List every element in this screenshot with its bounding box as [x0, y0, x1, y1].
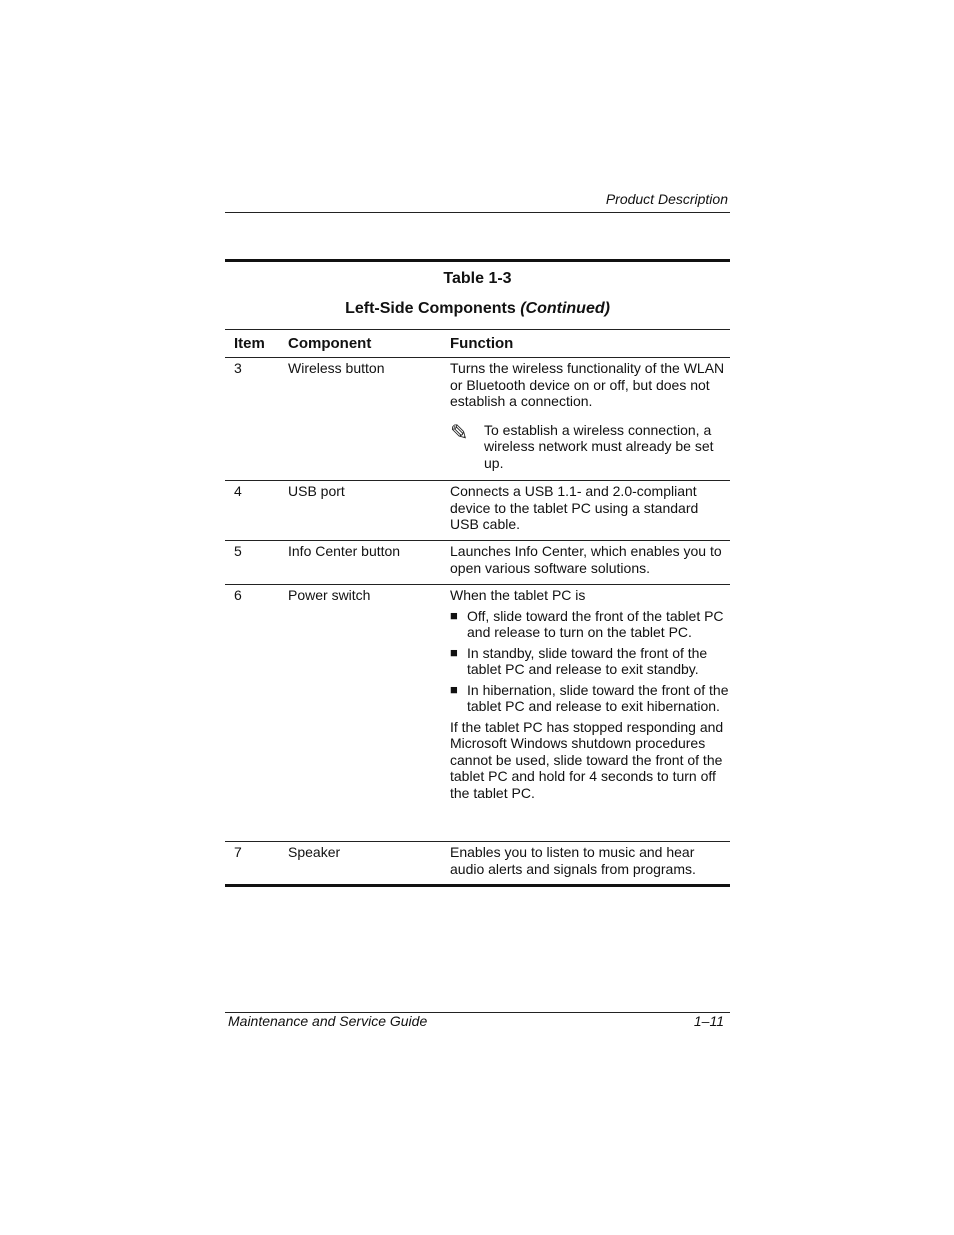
note: [450, 419, 730, 472]
row-function: Connects a USB 1.1- and 2.0-compliant device to the tablet PC using a standard USB cable.: [450, 483, 699, 532]
table-title-suffix: (Continued): [520, 300, 610, 317]
table-title-text: Left-Side Components: [345, 300, 516, 317]
square-bullet-icon: ■: [450, 681, 458, 697]
footer-page-number: 1–11: [693, 1013, 724, 1029]
running-header: Product Description: [605, 191, 728, 207]
row-component: USB port: [288, 483, 345, 499]
row-item-number: 4: [234, 483, 242, 499]
function-outro: If the tablet PC has stopped responding and Microsoft Windows shutdown procedures cannot be used, slide toward the front of the tablet PC and hold for 4 seconds to turn off the tablet PC.: [450, 718, 724, 801]
row-item-number: 6: [234, 587, 242, 603]
bullet-item: [450, 682, 730, 715]
row-component: Speaker: [288, 844, 341, 860]
table-header-row: [225, 330, 730, 357]
table-row: [225, 541, 730, 584]
function-text: Turns the wireless functionality of the WLAN or Bluetooth device on or off, but does not establish a connection.: [450, 360, 725, 409]
header-rule: [225, 212, 730, 213]
row-function: [450, 360, 730, 480]
table-row: [225, 358, 730, 480]
column-header-component: Component: [288, 335, 372, 352]
bullet-text: Off, slide toward the front of the tablet PC and release to turn on the tablet PC.: [467, 607, 724, 640]
row-item-number: 3: [234, 360, 242, 376]
table-top-rule: [225, 259, 730, 262]
bullet-text: In hibernation, slide toward the front of the tablet PC and release to exit hibernation.: [467, 681, 729, 714]
note-text: To establish a wireless connection, a wireless network must already be set up.: [484, 421, 714, 471]
row-component: Power switch: [288, 587, 371, 603]
table-number: Table 1-3: [443, 270, 512, 287]
table-bottom-rule: [225, 884, 730, 887]
row-component: Info Center button: [288, 543, 401, 559]
bullet-item: [450, 608, 730, 641]
column-header-function: Function: [450, 335, 514, 352]
table-row: [225, 481, 730, 540]
footer-guide-title: Maintenance and Service Guide: [228, 1013, 428, 1029]
bullet-item: [450, 645, 730, 678]
table-row: [225, 842, 730, 884]
row-function: Enables you to listen to music and hear audio alerts and signals from programs.: [450, 844, 696, 877]
function-intro: When the tablet PC is: [450, 587, 586, 603]
row-item-number: 5: [234, 543, 242, 559]
table-title: [225, 300, 730, 322]
row-item-number: 7: [234, 844, 242, 860]
components-table: [225, 259, 730, 887]
row-function: Launches Info Center, which enables you to open various software solutions.: [450, 543, 722, 576]
pencil-note-icon: ✎: [450, 419, 469, 445]
bullet-text: In standby, slide toward the front of the tablet PC and release to exit standby.: [467, 644, 708, 677]
row-component: Wireless button: [288, 360, 385, 376]
column-header-item: Item: [234, 335, 265, 352]
row-function: [450, 587, 730, 841]
table-row: [225, 585, 730, 841]
square-bullet-icon: ■: [450, 607, 458, 623]
square-bullet-icon: ■: [450, 644, 458, 660]
